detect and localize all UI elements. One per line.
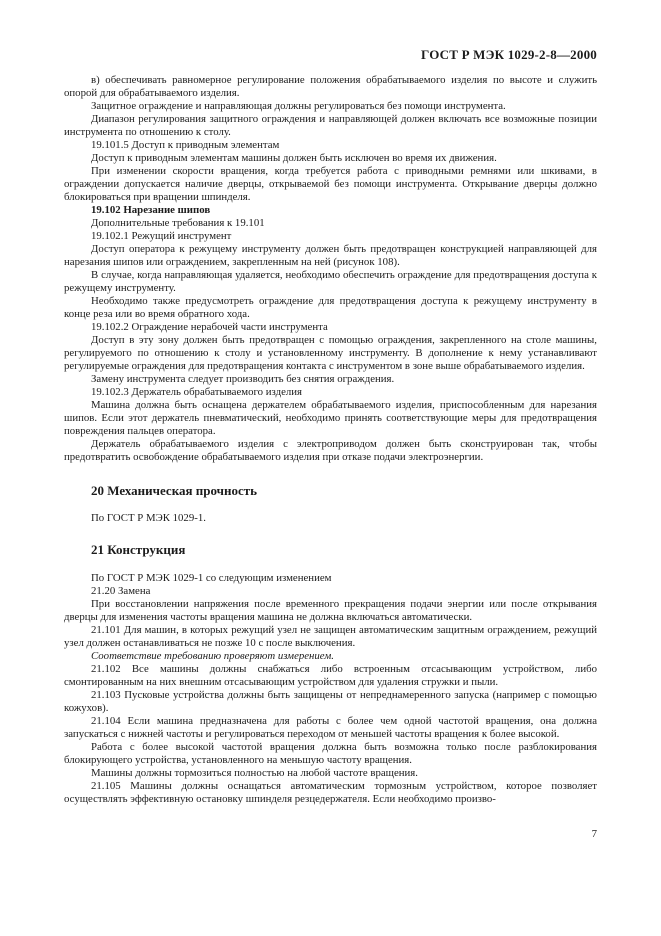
subsection-title: 19.101.5 Доступ к приводным элементам: [91, 139, 280, 151]
paragraph: 21.103 Пусковые устройства должны быть защищены от непреднамеренного запуска (например с помощью кожухов).: [64, 689, 597, 714]
paragraph: Машина должна быть оснащена держателем обрабатываемого изделия, приспособленным для нарезания шипов. Если этот держатель пневматический, необходимо принять соответствующие меры для предотвращения повреждения пальцев оператора.: [64, 399, 597, 437]
subsection-title: 21.20 Замена: [91, 585, 151, 597]
section-heading-21: 21 Конструкция: [91, 542, 186, 557]
paragraph: Держатель обрабатываемого изделия с электроприводом должен быть сконструирован так, чтобы предотвратить освобождение обрабатываемого изделия при отказе подачи электроэнергии.: [64, 438, 597, 463]
paragraph: Необходимо также предусмотреть ограждение для предотвращения доступа к режущему инструменту в конце реза или во время обратного хода.: [64, 295, 597, 320]
paragraph: Машины должны тормозиться полностью на любой частоте вращения.: [91, 767, 418, 779]
paragraph: Замену инструмента следует производить без снятия ограждения.: [91, 373, 395, 385]
subsection-title: 19.102.1 Режущий инструмент: [91, 230, 232, 242]
paragraph: Доступ оператора к режущему инструменту должен быть предотвращен конструкцией направляющей для нарезания шипов или ограждением, закрепленным на ней (рисунок 108).: [64, 243, 597, 268]
paragraph: в) обеспечивать равномерное регулирование положения обрабатываемого изделия по высоте и служить опорой для обрабатываемого изделия.: [64, 74, 597, 99]
paragraph: 21.105 Машины должны оснащаться автоматическим тормозным устройством, которое позволяет осуществлять эффективную остановку шпинделя резцедержателя. Если необходимо произво-: [64, 780, 597, 805]
subsection-title: 19.102.2 Ограждение нерабочей части инструмента: [91, 321, 328, 333]
paragraph: Диапазон регулирования защитного ограждения и направляющей должен включать все возможные позиции инструмента по отношению к столу.: [64, 113, 597, 138]
compliance-note: Соответствие требованию проверяют измерением.: [91, 650, 334, 662]
paragraph: Работа с более высокой частотой вращения должна быть возможна только после разблокирования блокирующего устройства, установленного на меньшую частоту вращения.: [64, 741, 597, 766]
paragraph: 21.101 Для машин, в которых режущий узел не защищен автоматическим защитным ограждением, режущий узел должен останавливаться не позже 10 с после выключения.: [64, 624, 597, 649]
paragraph: По ГОСТ Р МЭК 1029-1 со следующим изменением: [91, 572, 332, 584]
subsection-title: 19.102.3 Держатель обрабатываемого изделия: [91, 386, 303, 398]
paragraph: При восстановлении напряжения после временного прекращения подачи энергии или после открывания дверцы для изменения частоты вращения машина не должна включаться автоматически.: [64, 598, 597, 623]
paragraph: В случае, когда направляющая удаляется, необходимо обеспечить ограждение для предотвращения доступа к режущему инструменту.: [64, 269, 597, 294]
page-header: ГОСТ Р МЭК 1029-2-8—2000: [421, 47, 597, 62]
page-number: 7: [591, 828, 597, 840]
paragraph: Дополнительные требования к 19.101: [91, 217, 265, 229]
paragraph: 21.102 Все машины должны снабжаться либо встроенным отсасывающим устройством, либо смонтированным на них внешним отсасывающим устройством для удаления стружки и пыли.: [64, 663, 597, 688]
paragraph: По ГОСТ Р МЭК 1029-1.: [91, 512, 206, 524]
paragraph: Доступ в эту зону должен быть предотвращен с помощью ограждения, закрепленного на столе машины, регулируемого по отношению к столу и установленному инструменту. В дополнение к нему устанавливают регулируемые ограждения для предотвращения контакта с инструментом в зоне выше обрабатываемого изделия.: [64, 334, 597, 372]
section-heading-20: 20 Механическая прочность: [91, 483, 258, 498]
paragraph: Доступ к приводным элементам машины должен быть исключен во время их движения.: [91, 152, 497, 164]
section-title-19-102: 19.102 Нарезание шипов: [91, 204, 211, 216]
page-body: [64, 74, 597, 806]
paragraph: Защитное ограждение и направляющая должны регулироваться без помощи инструмента.: [91, 100, 506, 112]
paragraph: При изменении скорости вращения, когда требуется работа с приводными ремнями или шкивами, в ограждении допускается наличие дверцы, открываемой без помощи инструмента. Открывание дверцы должно блокироваться при вращении шпинделя.: [64, 165, 597, 203]
paragraph: 21.104 Если машина предназначена для работы с более чем одной частотой вращения, она должна запускаться с нижней частоты и регулироваться переходом от меньшей частоты вращения к более высокой.: [64, 715, 597, 740]
